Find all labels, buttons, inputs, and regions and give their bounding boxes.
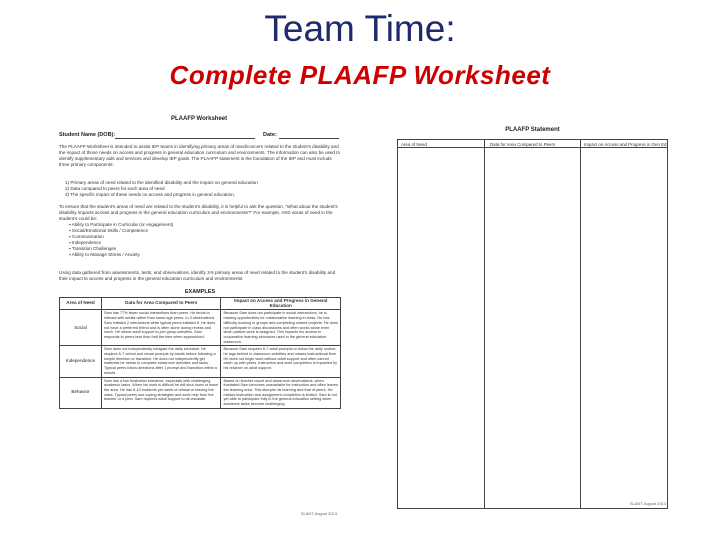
table-header-row bbox=[60, 298, 341, 310]
area-cell: Independence bbox=[60, 346, 102, 377]
student-name-label: Student Name (DOB): bbox=[59, 132, 116, 138]
data-cell: Sam does not independently navigate the daily schedule. He requires 6-7 verbal and visual prompts by adults before following a simple direction or transition. He does not independently get materials he needs to complete classroom activities and tasks. Typical peers follow directions after 1 prompt and transition within a minute. bbox=[101, 346, 221, 377]
bullet-item: ▪ Transition Challenges bbox=[69, 246, 269, 252]
step-item: 2) Data compared to peers for each area of need bbox=[65, 186, 165, 191]
impact-cell: Based on teacher report and classroom observations, when frustrated Sam becomes unavailable for instruction and often leaves the learning area. This disrupts his learning and that of peers. He misses instruction and assignment completion is limited. Sam is not yet able to participate fully in the general education setting when academic tasks become challenging. bbox=[221, 377, 341, 408]
examples-label: EXAMPLES bbox=[184, 289, 216, 295]
step-item: 1) Primary areas of need related to the identified disability and the impact on general education bbox=[65, 180, 258, 185]
header-data: Data for Area Compared to Peers bbox=[101, 298, 221, 310]
student-name-line bbox=[115, 138, 255, 139]
impact-cell: Because Sam requires 6-7 adult prompts to follow the daily routine, he lags behind in classroom activities and misses instructional time. He does not begin work without adult support and often cannot catch up with peers. Instruction and work completion is impacted by his reliance on adult support. bbox=[221, 346, 341, 377]
table-row bbox=[60, 310, 341, 346]
column-divider bbox=[580, 140, 581, 508]
column-divider bbox=[484, 140, 485, 508]
bullet-item: ▪ Ability to Manage Stress / Anxiety bbox=[69, 252, 269, 258]
worksheet-footer: SLANT August 2013 bbox=[300, 511, 337, 516]
data-cell: Sam has 77% fewer social interactions than peers. He tends to interact with adults rather than same-age peers. In 3 observations Sam initiated 2 interactions while typical peers initiated 8. He does not have a preferred friend and is often alone during recess and lunch. He needs adult support to join group activities. Sam responds to peers less than half the time when approached. bbox=[101, 310, 221, 346]
areas-of-need-list bbox=[69, 222, 269, 258]
statement-heading: PLAAFP Statement bbox=[505, 127, 560, 133]
statement-table bbox=[397, 139, 668, 509]
area-cell: Behavior bbox=[60, 377, 102, 408]
worksheet-intro: The PLAAFP Worksheet is intended to assist IEP teams in identifying primary areas of need/concern related to the student's disability and the impact of those needs on access and progress in general education curriculum and environments. The information can also be used to identify supplementary aids and services and develop IEP goals. The PLAAFP statement is the foundation of the IEP and must include three primary components: bbox=[59, 144, 341, 167]
step-item: 3) The specific impact of these needs on access and progress in general education. bbox=[65, 192, 235, 197]
header-impact: Impact on Access and Progress in General Education bbox=[221, 298, 341, 310]
statement-col-data: Data for Area Compared to Peers bbox=[490, 141, 556, 147]
statement-col-area: Area of Need bbox=[401, 141, 427, 147]
bullet-item: ▪ Independence bbox=[69, 240, 269, 246]
statement-page bbox=[395, 123, 670, 513]
data-cell: Sam has a low frustration tolerance, especially with challenging academic tasks. When his work is difficult he will shut down or leave the area. He has 8-10 incidents per week of refusal or leaving the class. Typical peers use coping strategies and seek help from the teacher or a peer. Sam requires adult support to de-escalate. bbox=[101, 377, 221, 408]
impact-cell: Because Sam does not participate in social interactions, he is missing opportunities for collaborative learning in class. He has difficulty working in groups and completing shared projects. He does not participate in class discussions and often works alone even when partner work is assigned. This impacts his access to cooperative learning structures used in the general education classroom. bbox=[221, 310, 341, 346]
bullet-item: ▪ Ability to Participate in Curricular (or engagement) bbox=[69, 222, 269, 228]
worksheet-heading: PLAAFP Worksheet bbox=[171, 116, 228, 122]
table-row bbox=[60, 377, 341, 408]
worksheet-instruction: To ensure that the student's areas of need are related to the student's disability, it is helpful to ask the question, "What about the student's disability impacts access and progress in the general education curriculum and environments?" For example, ASD areas of need in the student's could be: bbox=[59, 204, 338, 221]
statement-footer: SLANT August 2013 bbox=[629, 501, 666, 506]
statement-col-impact: Impact on Access and Progress in Gen Ed bbox=[584, 141, 667, 147]
area-cell: Social bbox=[60, 310, 102, 346]
slide-subtitle: Complete PLAAFP Worksheet bbox=[169, 60, 551, 90]
date-line bbox=[279, 138, 339, 139]
worksheet-closing: Using data gathered from assessments, tests, and observations, identify 3-5 primary areas of need related to the student's disability and their impact to access and progress in the general education curriculum and environments. bbox=[59, 270, 336, 281]
bullet-item: ▪ Communication bbox=[69, 234, 269, 240]
bullet-item: ▪ Social/Emotional Skills / Competence bbox=[69, 228, 269, 234]
worksheet-page bbox=[57, 112, 343, 522]
worksheet-steps bbox=[65, 180, 335, 198]
header-area: Area of Need bbox=[60, 298, 102, 310]
date-label: Date: bbox=[263, 132, 277, 138]
table-row bbox=[60, 346, 341, 377]
examples-table bbox=[59, 297, 341, 409]
slide-title: Team Time: bbox=[264, 8, 456, 49]
